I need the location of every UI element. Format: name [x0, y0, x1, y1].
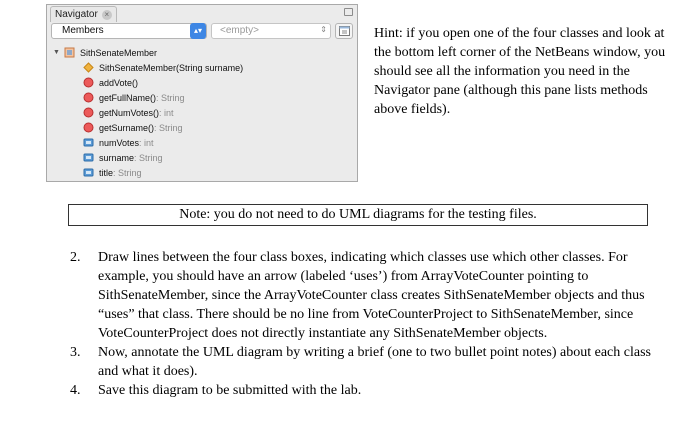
- method-name: getSurname(): [99, 122, 155, 133]
- tree-method[interactable]: [83, 90, 185, 105]
- field-type: : String: [134, 152, 163, 163]
- method-icon: [83, 107, 94, 118]
- close-icon[interactable]: ×: [102, 10, 112, 20]
- constructor-params: (String surname): [176, 62, 244, 73]
- method-name: getNumVotes(): [99, 107, 160, 118]
- list-item-text: Draw lines between the four class boxes, indicating which classes use which other classes. For example, you should have an arrow (labeled ‘uses’) from ArrayVoteCounter pointing to SithSenateMember, since the ArrayVoteCounter class creates SithSenateMember objects and thus “uses” that class. There should be no line from VoteCounterProject to SithSenateMember, since VoteCounterProject does not directly instantiate any SithSenateMember objects.: [98, 250, 645, 341]
- field-type: : String: [113, 167, 142, 178]
- tree-field[interactable]: [83, 150, 163, 165]
- chevron-updown-icon[interactable]: ⇕: [320, 25, 327, 34]
- expand-triangle-icon[interactable]: ▼: [53, 49, 60, 56]
- list-item-text: Save this diagram to be submitted with the lab.: [98, 383, 362, 398]
- constructor-icon: [83, 62, 94, 73]
- navigator-toolbar: [51, 23, 355, 41]
- class-icon: [64, 47, 75, 58]
- panel-icon: [339, 26, 350, 36]
- list-item-number: 2.: [70, 250, 81, 265]
- instruction-list: [70, 248, 670, 400]
- list-item: [70, 248, 670, 343]
- list-item: [70, 343, 670, 381]
- tree-field[interactable]: [83, 165, 142, 180]
- navigator-tab-bar: [47, 5, 357, 21]
- tab-navigator[interactable]: [50, 6, 117, 22]
- method-icon: [83, 77, 94, 88]
- list-item-text: Now, annotate the UML diagram by writing a brief (one to two bullet point notes) about each class and what it does).: [98, 345, 651, 379]
- note-box: Note: you do not need to do UML diagrams for the testing files.: [68, 204, 648, 226]
- method-type: : int: [159, 107, 174, 118]
- maximize-icon[interactable]: [344, 8, 353, 16]
- tree-method[interactable]: [83, 105, 174, 120]
- method-type: : String: [154, 122, 183, 133]
- chevron-updown-icon[interactable]: ▴▾: [190, 23, 206, 39]
- tree-field[interactable]: [83, 135, 154, 150]
- filter-select[interactable]: [211, 23, 331, 39]
- field-icon: [83, 152, 94, 163]
- list-item-number: 3.: [70, 345, 81, 360]
- tree-constructor[interactable]: [83, 60, 243, 75]
- method-icon: [83, 92, 94, 103]
- list-item: [70, 381, 670, 400]
- tree-root-label: SithSenateMember: [79, 47, 157, 58]
- constructor-name: SithSenateMember: [99, 62, 177, 73]
- field-name: surname: [99, 152, 135, 163]
- method-name: addVote(): [99, 77, 139, 88]
- method-icon: [83, 122, 94, 133]
- members-select[interactable]: [51, 23, 207, 39]
- tree-root[interactable]: [53, 45, 157, 60]
- field-icon: [83, 167, 94, 178]
- navigator-panel: [46, 4, 358, 182]
- tree-method[interactable]: [83, 75, 138, 90]
- field-name: numVotes: [99, 137, 140, 148]
- list-item-number: 4.: [70, 383, 81, 398]
- field-type: : int: [139, 137, 154, 148]
- members-select-value: Members: [62, 25, 104, 36]
- method-name: getFullName(): [99, 92, 157, 103]
- method-type: : String: [156, 92, 185, 103]
- field-name: title: [99, 167, 114, 178]
- field-icon: [83, 137, 94, 148]
- filter-select-value: <empty>: [220, 25, 259, 36]
- hint-text: Hint: if you open one of the four classes and look at the bottom left corner of the NetBeans window, you should see all the information you need in the Navigator pane (although this pane lists methods above fields).: [374, 26, 666, 117]
- filter-options-button[interactable]: [335, 23, 353, 39]
- tree-method[interactable]: [83, 120, 183, 135]
- tab-navigator-label: Navigator: [55, 9, 98, 20]
